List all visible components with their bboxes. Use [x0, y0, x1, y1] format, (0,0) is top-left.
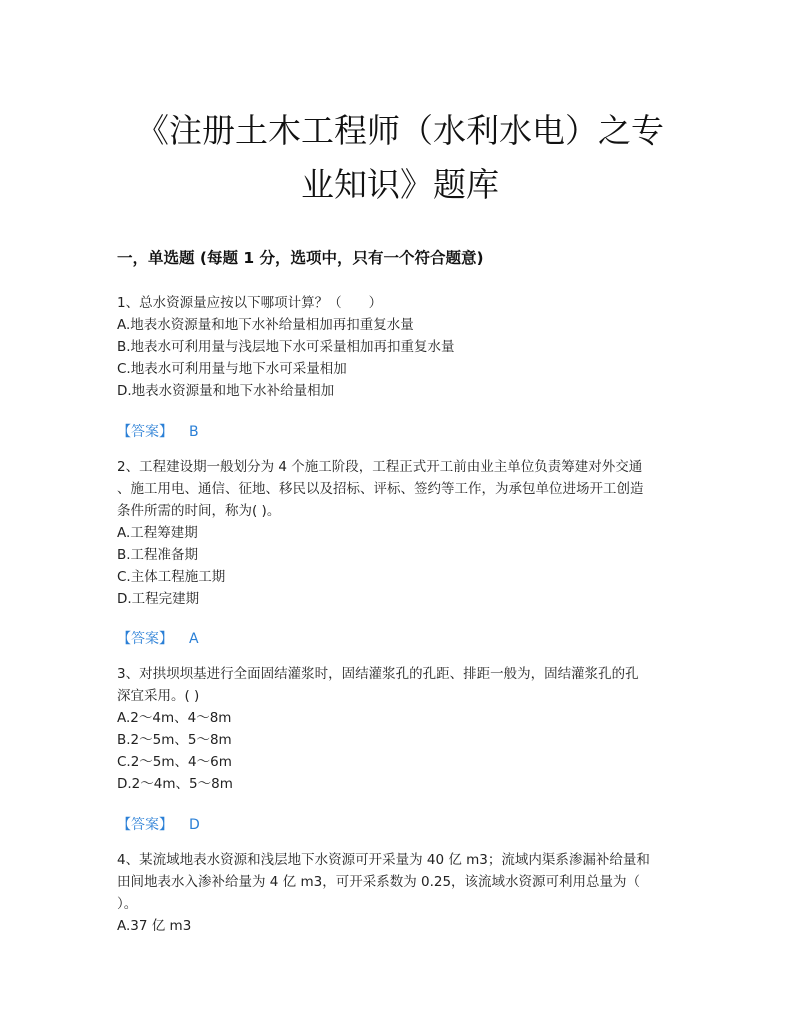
option-d: D.工程完建期: [117, 591, 200, 607]
question-stem: 深宜采用。( ): [117, 688, 200, 704]
question-stem: 1、总水资源量应按以下哪项计算？（ ）: [117, 295, 383, 311]
document-title: [0, 104, 800, 212]
question-1: [117, 292, 687, 402]
option-b: B.2～5m、5～8m: [117, 732, 232, 748]
question-4: [117, 849, 687, 937]
answer-label: 【答案】: [117, 817, 173, 833]
answer-label: 【答案】: [117, 631, 173, 647]
section-heading: 一，单选题 (每题 1 分，选项中，只有一个符合题意): [117, 249, 484, 267]
option-d: D.地表水资源量和地下水补给量相加: [117, 383, 335, 399]
answer-value: A: [189, 631, 199, 647]
option-a: A.地表水资源量和地下水补给量相加再扣重复水量: [117, 317, 414, 333]
question-stem: 3、对拱坝坝基进行全面固结灌浆时，固结灌浆孔的孔距、排距一般为，固结灌浆孔的孔: [117, 666, 639, 682]
answer-label: 【答案】: [117, 424, 173, 440]
answer-1: [117, 421, 199, 441]
answer-value: D: [189, 817, 200, 833]
question-stem: 田间地表水入渗补给量为 4 亿 m3，可开采系数为 0.25，该流域水资源可利用总量为（: [117, 874, 641, 890]
question-stem: 条件所需的时间，称为( )。: [117, 503, 281, 519]
option-c: C.2～5m、4～6m: [117, 754, 232, 770]
option-c: C.主体工程施工期: [117, 569, 226, 585]
option-b: B.地表水可利用量与浅层地下水可采量相加再扣重复水量: [117, 339, 455, 355]
question-3: [117, 663, 687, 795]
answer-2: [117, 628, 199, 648]
option-b: B.工程准备期: [117, 547, 199, 563]
question-stem: 4、某流域地表水资源和浅层地下水资源可开采量为 40 亿 m3；流域内渠系渗漏补给量和: [117, 852, 650, 868]
title-line-2: 业知识》题库: [301, 165, 499, 204]
title-line-1: 《注册土木工程师（水利水电）之专: [136, 111, 664, 150]
option-a: A.2～4m、4～8m: [117, 710, 232, 726]
question-stem: 、施工用电、通信、征地、移民以及招标、评标、签约等工作，为承包单位进场开工创造: [117, 481, 644, 497]
option-d: D.2～4m、5～8m: [117, 776, 233, 792]
option-c: C.地表水可利用量与地下水可采量相加: [117, 361, 347, 377]
question-stem: ）。: [117, 896, 138, 912]
option-a: A.37 亿 m3: [117, 918, 192, 934]
question-2: [117, 456, 687, 610]
option-a: A.工程筹建期: [117, 525, 198, 541]
answer-value: B: [189, 424, 199, 440]
question-stem: 2、工程建设期一般划分为 4 个施工阶段，工程正式开工前由业主单位负责筹建对外交通: [117, 459, 643, 475]
answer-3: [117, 814, 200, 834]
